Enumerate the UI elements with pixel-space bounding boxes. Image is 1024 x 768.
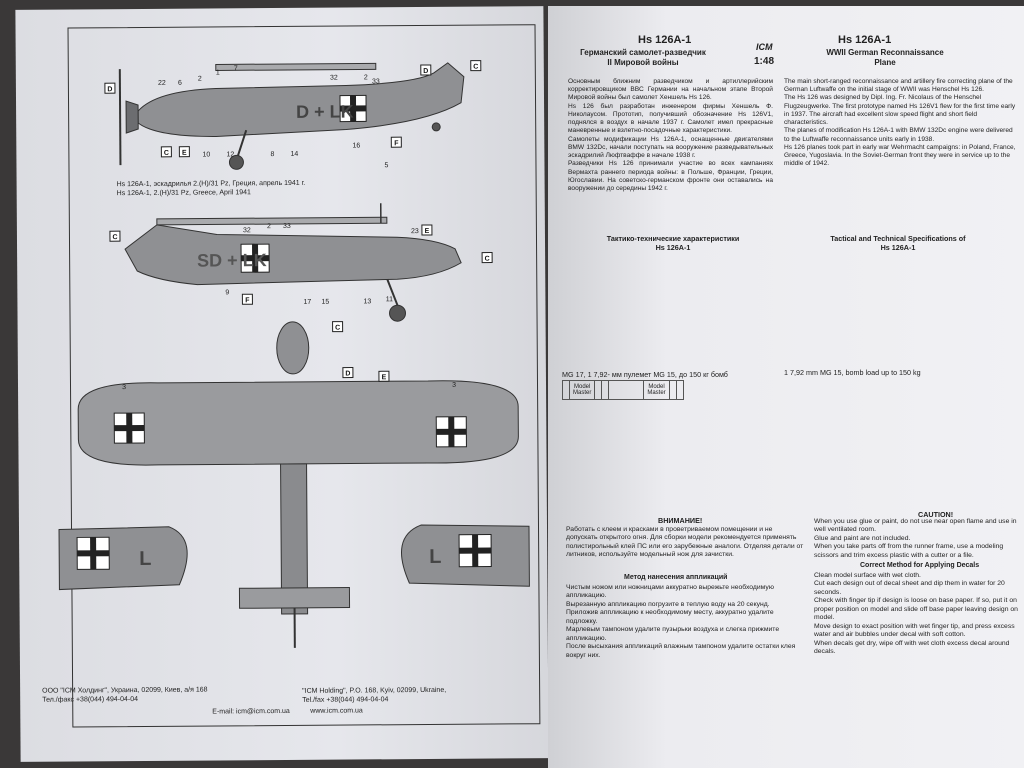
callout-top-1: D <box>345 370 351 378</box>
side-view-upper <box>96 43 497 176</box>
callout-top-0: C <box>335 324 341 332</box>
decal-title-ru: Метод нанесения аппликаций <box>624 574 728 581</box>
callout-side1-9: D <box>423 67 429 76</box>
callout-side1-14: 12 <box>226 151 235 159</box>
caution-title: CAUTION! <box>918 510 954 519</box>
callout-side1-12: E <box>182 149 187 157</box>
footer-ru: ООО "ICM Холдинг", Украина, 02099, Киев, а/я 168 Тел./факс +38(044) 494-04-04 <box>42 686 208 704</box>
fuselage-upper <box>138 63 464 137</box>
callout-side2-12: 11 <box>385 296 394 304</box>
spec-title-en: Tactical and Technical Specifications of Hs 126A-1 <box>830 234 966 252</box>
callout-side1-8: 33 <box>371 78 380 86</box>
wingtip-left-cross <box>77 537 109 569</box>
callout-side1-2: 6 <box>177 79 182 87</box>
paint-header-right: Model Master <box>644 381 669 400</box>
callout-side2-11: 13 <box>363 298 372 306</box>
attention-title: ВНИМАНИЕ! <box>658 516 703 525</box>
wingtip-right-cross <box>459 535 491 567</box>
specs-ru <box>562 258 782 368</box>
code-letters-1: D + LK <box>296 101 354 122</box>
callout-side1-4: 1 <box>215 69 220 77</box>
svg-text:L: L <box>429 545 442 568</box>
paint-table <box>562 380 684 400</box>
caption-ru: Hs 126A-1, эскадрилья 2.(H)/31 Pz, Греция, апрель 1941 г. <box>116 179 306 189</box>
armament-ru-cont: MG 17, 1 7,92- мм пулемет MG 15, до 150 кг бомб <box>562 370 728 379</box>
callout-side2-8: F <box>245 297 250 305</box>
callout-side2-6: C <box>484 255 490 263</box>
decal-text-en: Clean model surface with wet cloth. Cut each design out of decal sheet and dip them in water for 20 seconds. Check with finger tip if design is loose on base paper. If so, put it on proper position on model and slide off base paper leaving design on model. Move design to exact position with wet finger tip, and press excess water and air bubbles under decal with soft cotton. When decals get dry, wipe off with wet cloth excess decal around decals. <box>814 572 1018 656</box>
callout-side1-0: D <box>107 86 113 94</box>
callout-top-2: E <box>381 374 387 382</box>
intro-ru: Основным ближним разведчиком и артиллерийским корректировщиком ВВС Германии на начальном этапе Второй Мировой войны был самолет Хеншель Hs 126. Hs 126 был разработан инженером фирмы Хеншель Ф. Николаусом. Прототип, получивший обозначение Hs 126V1, поднялся в воздух в начале 1937 г. Самолет имел прекрасные маневренные и взлетно-посадочные характеристики. Самолеты модификации Hs 126A-1, оснащенные двигателями BMW 132Dc, начали поступать на вооружение разведывательных эскадрилий Люфтваффе в начале 1938 г. Разведчики Hs 126 принимали участие во всех кампаниях Вермахта раннего периода войны: в Польше, Франции, Греции, Югославии. На советско-германском фронте они оставались на вооружении до середины 1942 г. <box>568 78 773 193</box>
attention-text: Работать с клеем и красками в проветриваемом помещении и не допускать открытого огня. Для сборки модели рекомендуется применять полистирольный клей ПС или его зарубежные аналоги. Отделяя детали от литников, используйте модельный нож для зачистки. <box>566 526 804 559</box>
right-page <box>548 6 1024 768</box>
callout-top-3: 3 <box>122 384 126 392</box>
callout-side2-0: 32 <box>243 227 251 235</box>
tailplane <box>239 588 349 609</box>
scale: 1:48 <box>754 56 775 67</box>
wing-cross-right <box>436 417 466 447</box>
paint-header-left: Model Master <box>570 381 595 400</box>
specs-en <box>784 258 1024 368</box>
callout-side1-11: C <box>163 149 169 157</box>
left-page <box>15 6 548 762</box>
decal-text-ru: Чистым ножом или ножницами аккуратно вырежьте необходимую аппликацию. Вырезанную аппликацию погрузите в теплую воду на 20 секунд. Приложив аппликацию к необходимому месту, аккуратно удалите подложку. Марлевым тампоном удалите пузырьки воздуха и слегка прижмите аппликацию. После высыхания аппликаций влажным тампоном удалите остатки клея вокруг них. <box>566 584 796 659</box>
callout-side2-2: 33 <box>282 222 291 230</box>
callout-side1-15: 8 <box>270 151 275 159</box>
callout-side1-19: 5 <box>384 162 389 170</box>
callout-side2-3: 23 <box>411 228 419 236</box>
callout-side1-16: 14 <box>290 150 299 158</box>
callout-side1-13: 10 <box>202 151 211 159</box>
engine-top <box>277 322 309 374</box>
callout-side2-10: 15 <box>321 298 330 306</box>
propeller <box>120 69 121 165</box>
svg-text:L: L <box>139 547 152 571</box>
callout-side2-1: 2 <box>266 223 271 231</box>
subtitle-ru: Германский самолет-разведчик II Мировой войны <box>580 48 706 67</box>
spec-title-ru: Тактико-технические характеристики Hs 126A-1 <box>606 234 740 252</box>
armament-en-cont: 1 7,92 mm MG 15, bomb load up to 150 kg <box>784 368 921 377</box>
caption-en: Hs 126A-1, 2.(H)/31 Pz, Greece, April 1941 <box>116 189 251 198</box>
callout-side1-5: 7 <box>233 65 238 73</box>
wing-cross-left <box>114 413 144 443</box>
title-ru: Hs 126A-1 <box>638 34 692 46</box>
decal-title-en: Correct Method for Applying Decals <box>860 562 980 569</box>
callout-top-4: 3 <box>452 381 456 389</box>
intro-en: The main short-ranged reconnaissance and artillery fire correcting plane of the German Luftwaffe on the initial stage of WWII was Henschel Hs 126. The Hs 126 was designed by Dipl. Ing. Fr. Nicolaus of the Henschel Flugzeugwerke. The first prototype named Hs 126V1 flew for the first time early in 1937. The aircraft had excellent slow speed flight and short field characteristics. The planes of modification Hs 126A-1 with BMW 132Dc engine were delivered to the Luftwaffe reconnaissance units early in 1938. Hs 126 planes took part in early war Wehrmacht campaigns: in Poland, France, Greece, Yugoslavia. In the Soviet-German front they were in service up to the middle of 1942. <box>784 78 1016 168</box>
callout-side1-17: 16 <box>352 142 361 150</box>
icm-logo: ICM <box>756 42 773 52</box>
callout-side1-6: 32 <box>329 74 338 82</box>
callout-side1-18: F <box>394 140 399 148</box>
callout-side1-7: 2 <box>363 74 368 82</box>
code-letters-2: SD + LK <box>197 250 267 271</box>
top-view <box>47 306 540 679</box>
callout-side2-9: 17 <box>303 298 312 306</box>
engine-cowling <box>126 101 138 133</box>
callout-side1-3: 2 <box>197 75 202 83</box>
callout-side1-10: C <box>473 63 479 71</box>
callout-side2-5: C <box>112 234 118 242</box>
upper-wing <box>216 63 376 73</box>
callout-side2-4: E <box>424 227 430 236</box>
footer-email: E-mail: icm@icm.com.ua <box>212 707 290 716</box>
callout-side1-1: 22 <box>157 79 166 87</box>
title-en: Hs 126A-1 <box>838 34 892 46</box>
footer-en: "ICM Holding", P.O. 168, Kyiv, 02099, Ukraine, Tel./fax +38(044) 494-04-04 <box>302 686 447 704</box>
callout-side2-7: 9 <box>225 289 230 297</box>
subtitle-en: WWII German Reconnaissance Plane <box>826 48 944 67</box>
footer-website: www.icm.com.ua <box>310 707 363 715</box>
caution-text: When you use glue or paint, do not use near open flame and use in well ventilated room. Glue and paint are not included. When you take parts off from the runner frame, use a modeling scissors and trim excess plastic with a cutter or a file. <box>814 518 1017 559</box>
